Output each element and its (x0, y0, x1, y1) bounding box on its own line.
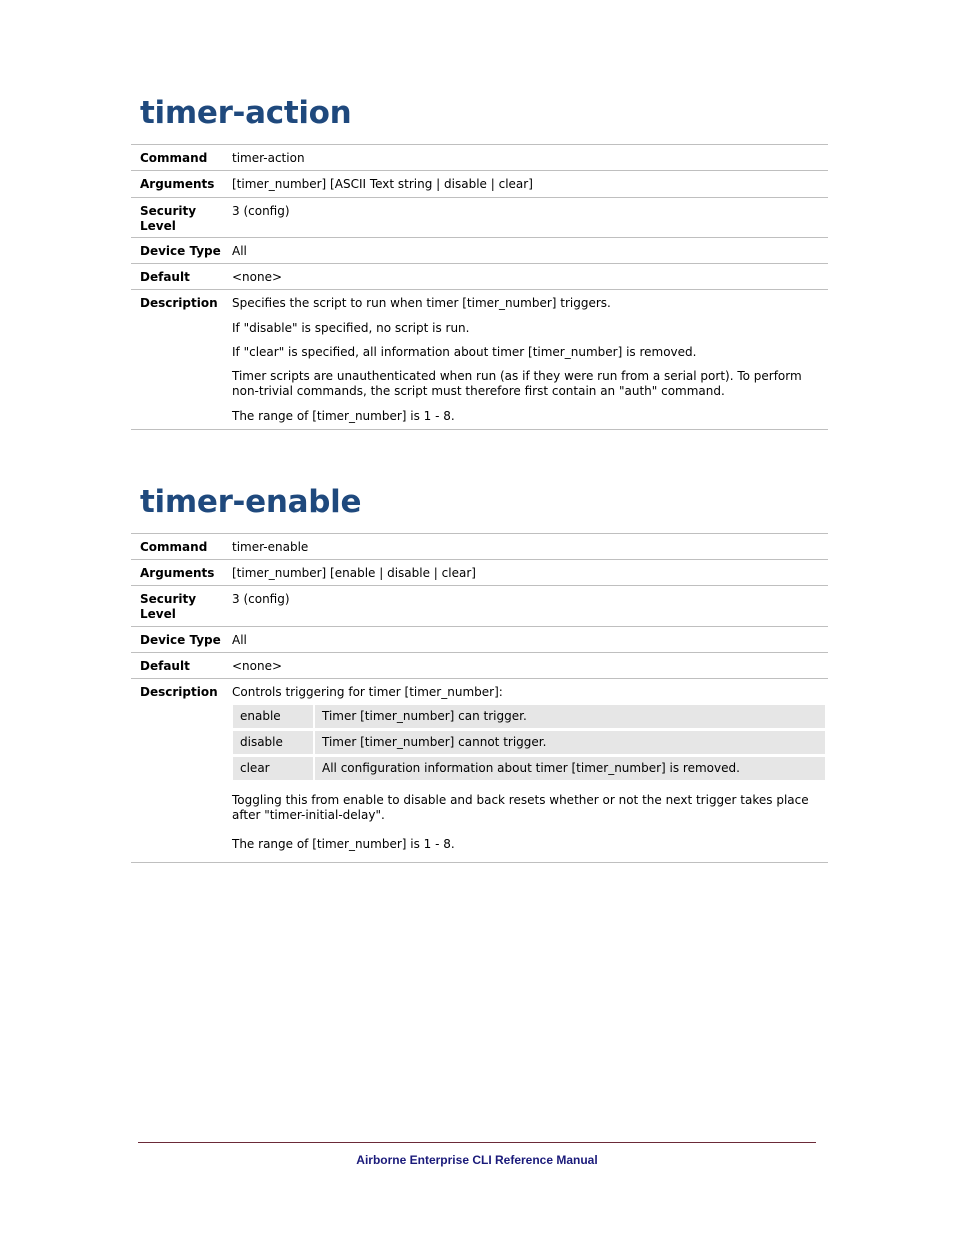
row-arguments (131, 559, 828, 585)
row-device-type (131, 626, 828, 652)
row-value: 3 (config) (232, 204, 290, 218)
row-value: timer-enable (232, 540, 309, 554)
row-security-level (131, 197, 828, 238)
row-value: All (232, 244, 247, 258)
option-row-enable (233, 705, 825, 728)
row-label: Arguments (140, 566, 215, 580)
row-command (131, 144, 828, 170)
description-paragraph: Toggling this from enable to disable and back resets whether or not the next trigger takes place after "timer-initial-delay". (232, 793, 809, 822)
row-label: Device Type (140, 244, 221, 258)
section-title: timer-action (140, 95, 352, 131)
option-row-disable (233, 731, 825, 754)
row-label: Security Level (140, 204, 197, 233)
row-arguments (131, 170, 828, 196)
row-label: Default (140, 270, 190, 284)
option-name: disable (233, 731, 313, 754)
row-value: [timer_number] [ASCII Text string | disable | clear] (232, 177, 533, 191)
row-label: Description (140, 685, 218, 699)
section-title: timer-enable (140, 484, 362, 520)
description-paragraph: The range of [timer_number] is 1 - 8. (232, 837, 455, 851)
description-paragraph: Timer scripts are unauthenticated when run (as if they were run from a serial port). To perform non-trivial commands, the script must therefore first contain an "auth" command. (232, 369, 802, 398)
row-value: All (232, 633, 247, 647)
row-value: [timer_number] [enable | disable | clear] (232, 566, 476, 580)
row-label: Default (140, 659, 190, 673)
footer-rule (138, 1142, 816, 1143)
row-label: Device Type (140, 633, 221, 647)
description-paragraph: If "clear" is specified, all information about timer [timer_number] is removed. (232, 345, 697, 359)
description-paragraph: Specifies the script to run when timer [timer_number] triggers. (232, 296, 611, 310)
option-name: enable (233, 705, 313, 728)
row-value: <none> (232, 659, 283, 673)
section-timer-enable (131, 484, 828, 864)
description-paragraph: If "disable" is specified, no script is run. (232, 321, 470, 335)
row-security-level (131, 585, 828, 626)
row-value: timer-action (232, 151, 305, 165)
row-description (131, 678, 828, 863)
option-meaning: All configuration information about timer [timer_number] is removed. (315, 757, 825, 780)
option-row-clear (233, 757, 825, 780)
row-value: 3 (config) (232, 592, 290, 606)
row-label: Security Level (140, 592, 197, 621)
option-name: clear (233, 757, 313, 780)
option-meaning: Timer [timer_number] can trigger. (315, 705, 825, 728)
row-device-type (131, 237, 828, 263)
row-default (131, 652, 828, 678)
section-timer-action (131, 95, 828, 430)
description-paragraph: The range of [timer_number] is 1 - 8. (232, 409, 455, 423)
row-command (131, 533, 828, 559)
description-intro: Controls triggering for timer [timer_number]: (232, 685, 503, 699)
row-label: Command (140, 540, 208, 554)
row-label: Command (140, 151, 208, 165)
row-default (131, 263, 828, 289)
row-description (131, 289, 828, 430)
row-label: Description (140, 296, 218, 310)
footer-title: Airborne Enterprise CLI Reference Manual (356, 1153, 598, 1167)
row-value: <none> (232, 270, 283, 284)
row-label: Arguments (140, 177, 215, 191)
option-meaning: Timer [timer_number] cannot trigger. (315, 731, 825, 754)
